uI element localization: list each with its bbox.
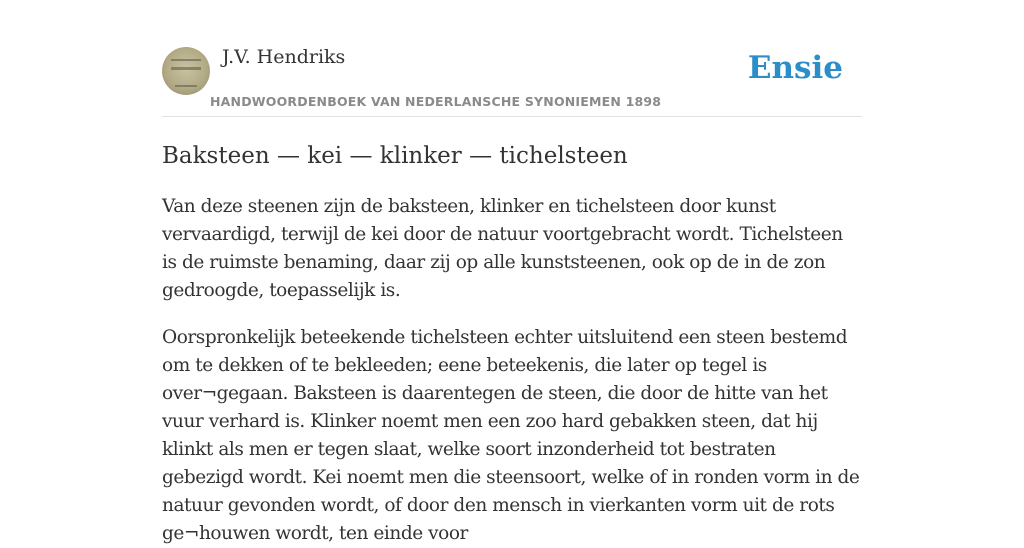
ensie-logo[interactable]: Ensie [747, 50, 843, 86]
article-title: Baksteen — kei — klinker — tichelsteen [162, 143, 628, 169]
cover-title-line [171, 59, 201, 61]
author-name[interactable]: J.V. Hendriks [222, 46, 346, 68]
article-header [162, 0, 862, 117]
source-title[interactable]: HANDWOORDENBOEK VAN NEDERLANSCHE SYNONIEMEN 1898 [210, 94, 662, 109]
article-paragraph: Oorspronkelijk beteekende tichelsteen echter uitsluitend een steen bestemd om te dekken of te bekleeden; eene beteekenis, die later op tegel is over¬gegaan. Baksteen is daarentegen de steen, die door de hitte van het vuur verhard is. Klinker noemt men een zoo hard gebakken steen, dat hij klinkt als men er tegen slaat, welke soort inzonderheid tot bestraten gebezigd wordt. Kei noemt men die steensoort, welke of in ronden vorm in de natuur gevonden wordt, of door den mensch in vierkanten vorm uit de rots ge¬houwen wordt, ten einde voor [162, 327, 860, 544]
cover-title-line [175, 85, 197, 87]
book-cover-avatar[interactable] [162, 47, 210, 95]
cover-title-line [171, 67, 201, 70]
article-container [162, 0, 862, 548]
article-paragraph: Van deze steenen zijn de baksteen, klinker en tichelsteen door kunst vervaardigd, terwijl de kei door de natuur voortgebracht wordt. Tichelsteen is de ruimste benaming, daar zij op alle kunststeenen, ook op de in de zon gedroogde, toepasselijk is. [162, 196, 843, 301]
